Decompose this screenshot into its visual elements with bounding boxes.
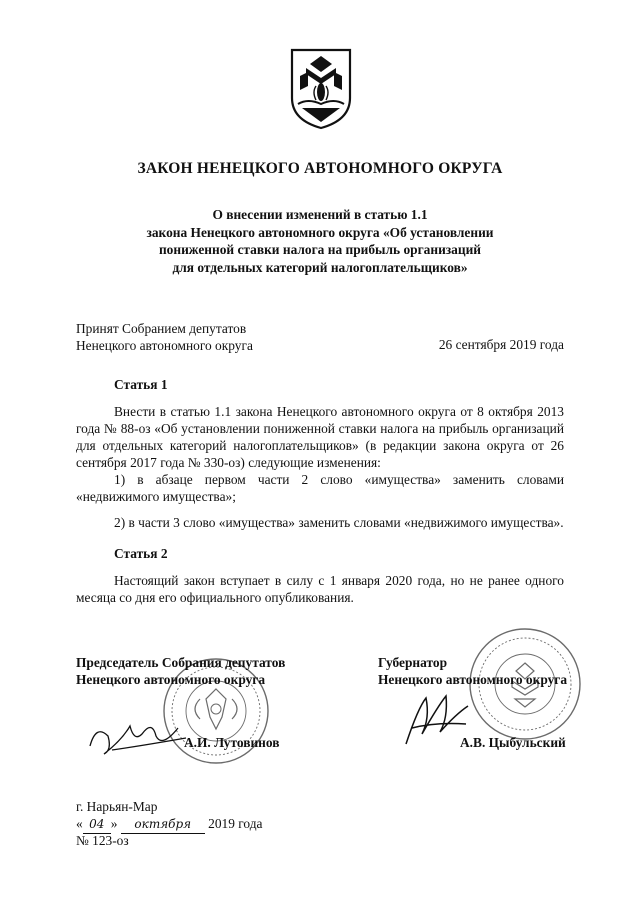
date-quote-open: « [76,816,83,831]
governor-title: Губернатор [378,655,448,670]
governor-signature-block [378,654,567,688]
law-title-line: пониженной ставки налога на прибыль организаций [158,242,482,258]
date-year: 2019 года [208,816,263,831]
adopted-line: Ненецкого автономного округа [76,338,253,353]
article-1-heading: Статья 1 [114,377,168,392]
law-title [60,206,580,276]
article-2-heading: Статья 2 [114,546,168,561]
date-quote-close: » [110,816,118,831]
article-1-item-1: 1) в абзаце первом части 2 слово «имущества» заменить словами «недвижимого имущества»; [76,472,564,504]
handwritten-signature [396,688,476,752]
article-2-text: Настоящий закон вступает в силу с 1 января 2020 года, но не ранее одного месяца со дня его официального опубликования. [76,573,564,605]
chair-signature-block [76,654,285,688]
handwritten-signature [82,706,192,766]
adopted-by [76,320,253,354]
governor-name: А.В. Цыбульский [460,735,566,750]
adopted-date: 26 сентября 2019 года [438,337,564,352]
article-1-item-2: 2) в части 3 слово «имущества» заменить словами «недвижимого имущества». [114,515,564,530]
law-title-line: О внесении изменений в статью 1.1 [212,207,428,222]
law-title-line: для отдельных категорий налогоплательщиков» [172,259,468,275]
city: г. Нарьян-Мар [76,799,158,814]
coat-of-arms-icon [288,46,354,130]
adopted-line: Принят Собранием депутатов [76,321,247,336]
governor-region: Ненецкого автономного округа [378,672,568,687]
date-month-handwritten: октября [121,816,205,834]
article-1-intro: Внести в статью 1.1 закона Ненецкого автономного округа от 8 октября 2013 года № 88-оз «Об установлении пониженной ставки налога на прибыль организаций для отдельных категорий налогоплательщиков» (в редакции закона округа от 26 сентября 2017 года № 330-оз) следующие изменения: [76,404,564,470]
law-number: № 123-оз [76,833,129,848]
date-day-handwritten: 04 [83,816,111,834]
chair-name: А.И. Лутовинов [184,735,280,750]
chair-title: Председатель Собрания депутатов [76,655,286,670]
law-title-line: закона Ненецкого автономного округа «Об установлении [146,224,494,240]
law-heading: ЗАКОН НЕНЕЦКОГО АВТОНОМНОГО ОКРУГА [137,160,503,177]
chair-region: Ненецкого автономного округа [76,672,266,687]
